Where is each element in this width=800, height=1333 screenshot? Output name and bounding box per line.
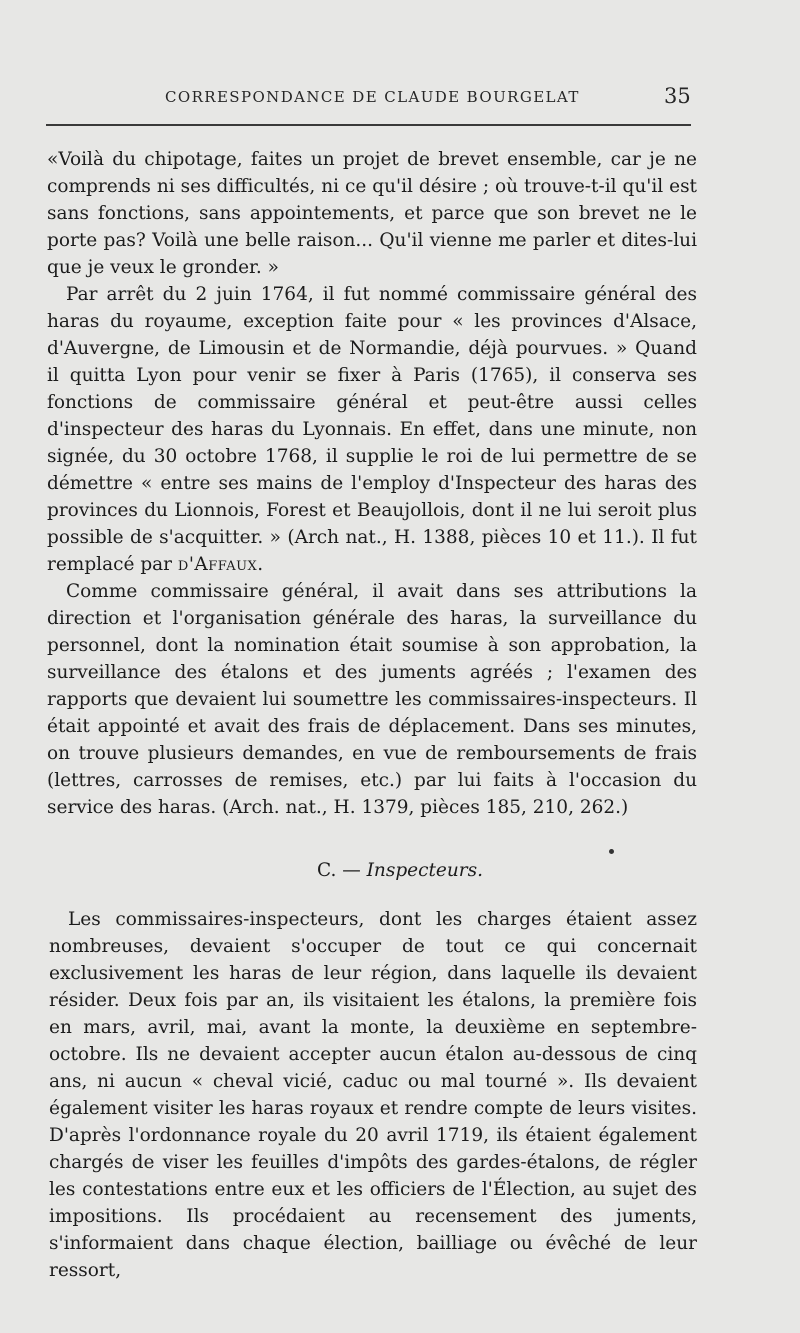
ink-speck (609, 849, 614, 854)
running-title: CORRESPONDANCE DE CLAUDE BOURGELAT (165, 88, 580, 106)
replacement-name: d'Affaux. (177, 554, 264, 575)
section-title: Inspecteurs. (366, 860, 484, 881)
section-heading (0, 860, 800, 881)
body-text-top (47, 146, 697, 821)
header-rule (46, 124, 691, 126)
running-head (0, 84, 800, 112)
page-number: 35 (664, 84, 691, 108)
paragraph-quote: «Voilà du chipotage, faites un projet de brevet ensemble, car je ne comprends ni ses difficultés, ni ce qu'il désire ; où trouve-t-il qu'il est sans fonctions, sans appointements, et parce que son brevet ne le porte pas? Voilà une belle raison... Qu'il vienne me parler et dites-lui que je veux le gronder. » (47, 149, 697, 278)
paragraph-inspecteurs: Les commissaires-inspecteurs, dont les charges étaient assez nombreuses, devaient s'occuper de tout ce qui concernait exclusivement les haras de leur région, dans laquelle ils devaient résider. Deux fois par an, ils visitaient les étalons, la première fois en mars, avril, mai, avant la monte, la deuxième en septembre-octobre. Ils ne devaient accepter aucun étalon au-dessous de cinq ans, ni aucun « cheval vicié, caduc ou mal tourné ». Ils devaient également visiter les haras royaux et rendre compte de leurs visites. D'après l'ordonnance royale du 20 avril 1719, ils étaient également chargés de viser les feuilles d'impôts des gardes-étalons, de régler les contestations entre eux et les officiers de l'Élection, au sujet des impositions. Ils procédaient au recensement des juments, s'informaient dans chaque élection, bailliage ou évêché de leur ressort, (49, 909, 697, 1281)
section-letter: C. — (316, 860, 361, 881)
paragraph-arret-text: Par arrêt du 2 juin 1764, il fut nommé commissaire général des haras du royaume, exception faite pour « les provinces d'Alsace, d'Auvergne, de Limousin et de Normandie, déjà pourvues. » Quand il quitta Lyon pour venir se fixer à Paris (1765), il conserva ses fonctions de commissaire général et peut-être aussi celles d'inspecteur des haras du Lyonnais. En effet, dans une minute, non signée, du 30 octobre 1768, il supplie le roi de lui permettre de se démettre « entre ses mains de l'employ d'Inspecteur des haras des provinces du Lionnois, Forest et Beaujollois, dont il ne lui seroit plus possible de s'acquitter. » (Arch nat., H. 1388, pièces 10 et 11.). Il fut remplacé par (47, 284, 697, 575)
paragraph-commissaire: Comme commissaire général, il avait dans ses attributions la direction et l'organisation générale des haras, la surveillance du personnel, dont la nomination était soumise à son approbation, la surveillance des étalons et des juments agréés ; l'examen des rapports que devaient lui soumettre les commissaires-inspecteurs. Il était appointé et avait des frais de déplacement. Dans ses minutes, on trouve plusieurs demandes, en vue de remboursements de frais (lettres, carrosses de remises, etc.) par lui faits à l'occasion du service des haras. (Arch. nat., H. 1379, pièces 185, 210, 262.) (47, 581, 697, 818)
paragraph-arret (47, 281, 697, 578)
